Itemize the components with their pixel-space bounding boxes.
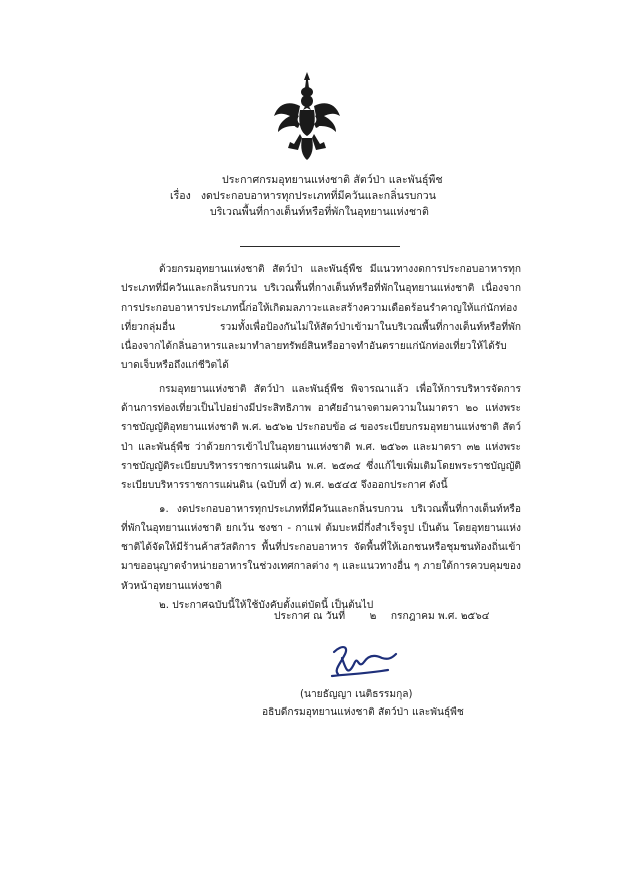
announcement-body	[121, 260, 521, 615]
signatory-name: (นายธัญญา เนติธรรมกุล)	[300, 689, 413, 700]
subject-line-1: งดประกอบอาหารทุกประเภทที่มีควันและกลิ่นรบกวน	[200, 190, 436, 202]
item-1: ๑. งดประกอบอาหารทุกประเภทที่มีควันและกลิ่นรบกวน บริเวณพื้นที่กางเต็นท์หรือที่พักในอุทยานแห่งชาติ ยกเว้น ชงชา - กาแฟ ต้มบะหมี่กึ่งสำเร็จรูป เป็นต้น โดยอุทยานแห่งชาติได้จัดให้มีร้านค้าสวัสดิการ พื้นที่ประกอบอาหาร จัดพื้นที่ให้เอกชนหรือชุมชนท้องถิ่นเข้ามาขออนุญาตจำหน่ายอาหารในช่วงเทศกาลต่าง ๆ และแนวทางอื่น ๆ ภายใต้การควบคุมของหัวหน้าอุทยานแห่งชาติ	[121, 503, 521, 592]
subject-label: เรื่อง	[170, 190, 191, 202]
garuda-emblem-icon	[272, 70, 342, 162]
signatory-position: อธิบดีกรมอุทยานแห่งชาติ สัตว์ป่า และพันธุ์พืช	[262, 707, 464, 718]
announcement-subject	[170, 188, 490, 204]
declaration-month-year: กรกฎาคม พ.ศ. ๒๕๖๔	[390, 611, 490, 622]
subject-line-2: บริเวณพื้นที่กางเต็นท์หรือที่พักในอุทยานแห่งชาติ	[210, 206, 429, 218]
declaration-date	[274, 608, 489, 624]
header-divider	[240, 246, 400, 247]
declaration-day: ๒	[369, 611, 377, 622]
announcement-title: ประกาศกรมอุทยานแห่งชาติ สัตว์ป่า และพันธุ์พืช	[222, 174, 443, 186]
handwritten-signature-icon	[328, 640, 398, 680]
paragraph-1: ด้วยกรมอุทยานแห่งชาติ สัตว์ป่า และพันธุ์พืช มีแนวทางงดการประกอบอาหารทุกประเภทที่มีควันและกลิ่นรบกวน บริเวณพื้นที่กางเต็นท์หรือที่พักในอุทยานแห่งชาติ เนื่องจากการประกอบอาหารประเภทนี้ก่อให้เกิดมลภาวะและสร้างความเดือดร้อนรำคาญให้แก่นักท่องเที่ยวกลุ่มอื่น รวมทั้งเพื่อป้องกันไม่ให้สัตว์ป่าเข้ามาในบริเวณพื้นที่กางเต็นท์หรือที่พัก เนื่องจากได้กลิ่นอาหารและมาทำลายทรัพย์สินหรืออาจทำอันตรายแก่นักท่องเที่ยวให้ได้รับบาดเจ็บหรือถึงแก่ชีวิตได้	[121, 264, 521, 372]
paragraph-2: กรมอุทยานแห่งชาติ สัตว์ป่า และพันธุ์พืช พิจารณาแล้ว เพื่อให้การบริหารจัดการด้านการท่องเที่ยวเป็นไปอย่างมีประสิทธิภาพ อาศัยอำนาจตามความในมาตรา ๒๐ แห่งพระราชบัญญัติอุทยานแห่งชาติ พ.ศ. ๒๕๖๒ ประกอบข้อ ๘ ของระเบียบกรมอุทยานแห่งชาติ สัตว์ป่า และพันธุ์พืช ว่าด้วยการเข้าไปในอุทยานแห่งชาติ พ.ศ. ๒๕๖๓ และมาตรา ๓๒ แห่งพระราชบัญญัติระเบียบบริหารราชการแผ่นดิน พ.ศ. ๒๕๓๔ ซึ่งแก้ไขเพิ่มเติมโดยพระราชบัญญัติระเบียบบริหารราชการแผ่นดิน (ฉบับที่ ๕) พ.ศ. ๒๕๔๕ จึงออกประกาศ ดังนี้	[121, 383, 521, 492]
declaration-prefix: ประกาศ ณ วันที่	[274, 611, 346, 622]
item-2: ๒. ประกาศฉบับนี้ให้ใช้บังคับตั้งแต่บัดนี้ เป็นต้นไป	[159, 600, 374, 612]
announcement-header	[170, 172, 490, 220]
